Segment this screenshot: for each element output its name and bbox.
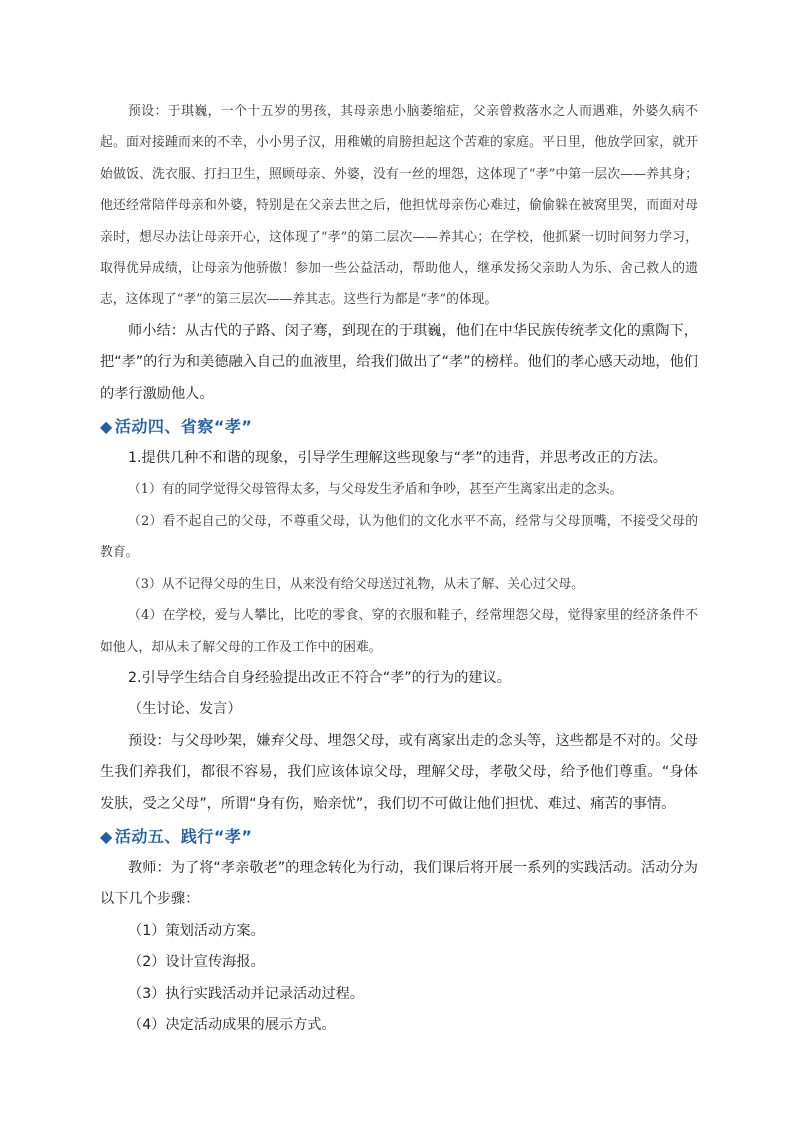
activity-5-title: 活动五、践行“孝”	[114, 826, 253, 846]
activity-5-step-4: （4）决定活动成果的展示方式。	[128, 1016, 336, 1033]
activity-4-item-2: 2.引导学生结合自身经验提出改正不符合“孝”的行为的建议。	[128, 669, 511, 686]
activity-4-phenomenon-3: （3）从不记得父母的生日，从来没有给父母送过礼物，从未了解、关心过父母。	[128, 576, 585, 592]
activity-4-title: 活动四、省察“孝”	[114, 417, 253, 437]
activity-4-phenomenon-4: （4）在学校，爱与人攀比，比吃的零食、穿的衣服和鞋子，经常埋怨父母，觉得家里的经济条件不如他人，却从未了解父母的工作及工作中的困难。	[100, 608, 698, 655]
activity-4-discussion-note: （生讨论、发言）	[128, 701, 242, 718]
activity-5-step-3: （3）执行实践活动并记录活动过程。	[128, 985, 365, 1002]
activity-5-heading	[100, 820, 698, 853]
activity-4-heading	[100, 410, 698, 443]
activity-4-item-1: 1.提供几种不和谐的现象，引导学生理解这些现象与“孝”的违背，并思考改正的方法。	[128, 450, 667, 467]
document-body	[100, 96, 698, 1041]
activity-4-phenomenon-2: （2）看不起自己的父母，不尊重父母，认为他们的文化水平不高，经常与父母顶嘴，不接受父母的教育。	[100, 513, 698, 561]
preset-paragraph-yu-qiwei: 预设：于琪巍，一个十五岁的男孩，其母亲患小脑萎缩症，父亲曾救落水之人而遇难，外婆久病不起。面对接踵而来的不幸，小小男子汉，用稚嫩的肩膀担起这个苦难的家庭。平日里，他放学回家，就开始做饭、洗衣服、打扫卫生，照顾母亲、外婆，没有一丝的埋怨，这体现了“孝”中第一层次——养其身；他还经常陪伴母亲和外婆，特别是在父亲去世之后，他担忧母亲伤心难过，偷偷躲在被窝里哭，而面对母亲时，想尽办法让母亲开心，这体现了“孝”的第二层次——养其心；在学校，他抓紧一切时间努力学习，取得优异成绩，让母亲为他骄傲！参加一些公益活动，帮助他人，继承发扬父亲助人为乐、舍己救人的遗志，这体现了“孝”的第三层次——养其志。这些行为都是“孝”的体现。	[100, 104, 698, 308]
teacher-summary-paragraph: 师小结：从古代的子路、闵子骞，到现在的于琪巍，他们在中华民族传统孝文化的熏陶下，把“孝”的行为和美德融入自己的血液里，给我们做出了“孝”的榜样。他们的孝心感天动地，他们的孝行激励他人。	[100, 322, 698, 402]
activity-5-step-2: （2）设计宣传海报。	[128, 954, 265, 971]
activity-5-step-1: （1）策划活动方案。	[128, 922, 265, 939]
activity-5-teacher-intro: 教师：为了将“孝亲敬老”的理念转化为行动，我们课后将开展一系列的实践活动。活动分为以下几个步骤：	[100, 859, 698, 908]
activity-4-phenomenon-1: （1）有的同学觉得父母管得太多，与父母发生矛盾和争吵，甚至产生离家出走的念头。	[128, 482, 623, 498]
diamond-bullet-icon: ◆	[100, 826, 113, 846]
diamond-bullet-icon: ◆	[100, 417, 113, 437]
activity-4-preset: 预设：与父母吵架，嫌弃父母、埋怨父母，或有离家出走的念头等，这些都是不对的。父母生我们养我们，都很不容易，我们应该体谅父母，理解父母，孝敬父母，给予他们尊重。“身体发肤，受之父母”，所谓“身有伤，贻亲忧”，我们切不可做让他们担忧、难过、痛苦的事情。	[100, 732, 698, 812]
